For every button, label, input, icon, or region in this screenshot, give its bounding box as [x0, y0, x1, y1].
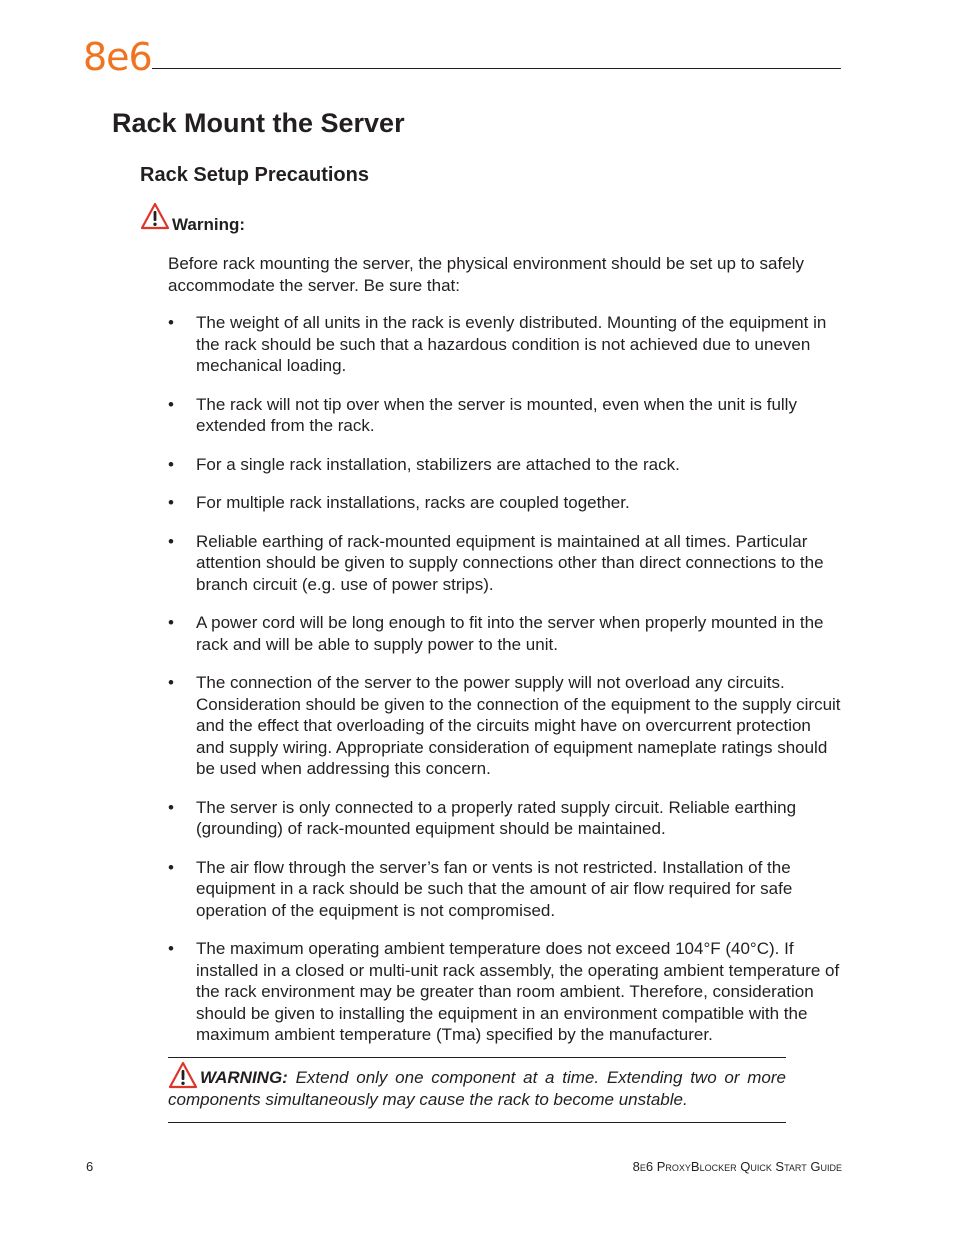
bullet-marker: • [168, 673, 174, 692]
bullet-marker: • [168, 531, 174, 551]
list-item [168, 454, 842, 476]
list-item-text: Reliable earthing of rack-mounted equipment is maintained at all times. Particular attention should be given to supply connections other than direct connections to the branch circuit (e.g. use of power strips). [196, 531, 824, 594]
warning-label: Warning: [172, 215, 246, 234]
callout-bottom-rule [168, 1122, 786, 1123]
list-item [168, 938, 842, 1046]
bullet-marker: • [168, 394, 174, 414]
page-title: Rack Mount the Server [112, 108, 405, 138]
list-item [168, 612, 842, 655]
list-item-text: The rack will not tip over when the server is mounted, even when the unit is fully extended from the rack. [196, 394, 797, 435]
list-item-text: The maximum operating ambient temperature does not exceed 104°F (40°C). If installed in a closed or multi-unit rack assembly, the operating ambient temperature of the rack environment may be greater than room ambient. Therefore, consideration should be given to installing the equipment in an environment compatible with the maximum ambient temperature (Tma) specified by the manufacturer. [196, 939, 840, 1044]
bullet-marker: • [168, 454, 174, 474]
bullet-marker: • [168, 313, 174, 332]
brand-logo: 8e6 [83, 35, 152, 79]
list-item [168, 531, 842, 596]
page-number: 6 [86, 1159, 94, 1174]
list-item [168, 312, 842, 377]
bullet-marker: • [168, 493, 174, 512]
list-item [168, 492, 842, 514]
bullet-marker: • [168, 939, 174, 958]
list-item-text: The server is only connected to a properly rated supply circuit. Reliable earthing (grounding) of rack-mounted equipment should be maintained. [196, 797, 797, 838]
section-heading: Rack Setup Precautions [140, 164, 369, 186]
list-item-text: A power cord will be long enough to fit into the server when properly mounted in the rack and will be able to supply power to the unit. [196, 613, 824, 654]
warning-callout [168, 1067, 786, 1111]
list-item-text: The connection of the server to the power supply will not overload any circuits. Consideration should be given to the connection of the equipment to the supply circuit and the effect that overloading of the circuits might have on overcurrent protection and supply wiring. Appropriate consideration of equipment nameplate ratings should be used when addressing this concern. [196, 673, 841, 778]
warning-triangle-icon [140, 202, 170, 230]
header-divider [152, 68, 841, 69]
warning-intro: Before rack mounting the server, the physical environment should be set up to safely accommodate the server. Be sure that: [168, 254, 804, 295]
list-item-text: For multiple rack installations, racks are coupled together. [196, 493, 630, 512]
list-item [168, 797, 842, 840]
bullet-marker: • [168, 857, 174, 877]
bullet-marker: • [168, 797, 174, 817]
footer-title: 8e6 ProxyBlocker Quick Start Guide [632, 1159, 842, 1174]
callout-text: Extend only one component at a time. Extending two or more components simultaneously may cause the rack to become unstable. [168, 1068, 786, 1109]
list-item [168, 857, 842, 922]
list-item-text: The weight of all units in the rack is evenly distributed. Mounting of the equipment in the rack should be such that a hazardous condition is not achieved due to uneven mechanical loading. [196, 313, 827, 375]
list-item [168, 394, 842, 437]
callout-label: WARNING: [200, 1068, 288, 1087]
precaution-list [168, 312, 842, 1063]
callout-top-rule [168, 1057, 786, 1058]
list-item-text: For a single rack installation, stabilizers are attached to the rack. [196, 454, 680, 474]
list-item [168, 672, 842, 780]
list-item-text: The air flow through the server’s fan or vents is not restricted. Installation of the equipment in a rack should be such that the amount of air flow required for safe operation of the equipment is not compromised. [196, 857, 793, 920]
bullet-marker: • [168, 613, 174, 632]
